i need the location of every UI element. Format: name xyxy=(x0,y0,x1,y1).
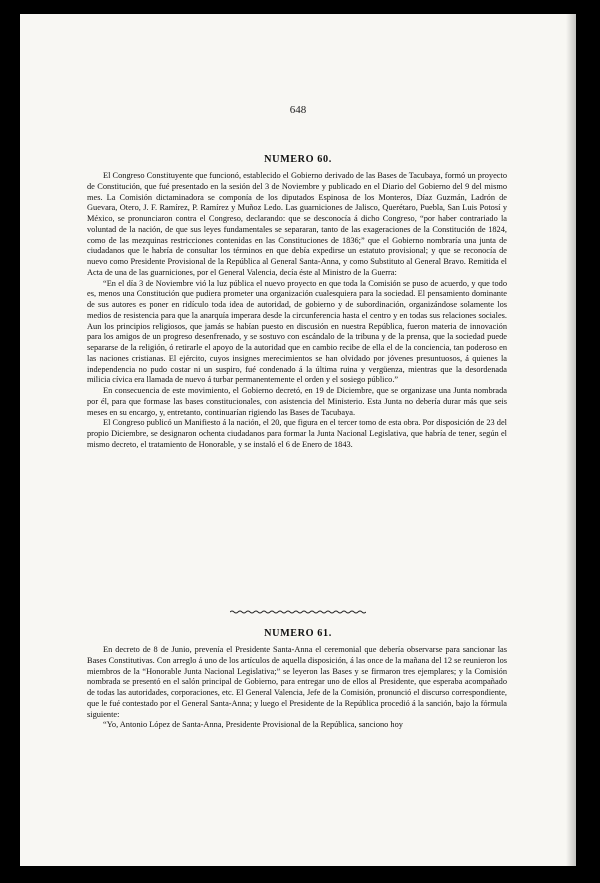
section-61-body xyxy=(87,645,507,731)
paragraph: El Congreso publicó un Manifiesto á la nación, el 20, que figura en el tercer tomo de esta obra. Por disposición de 23 del propio Diciembre, se designaron ochenta ciudadanos para formar la Junta Nacional Legislativa, que habría de tener, según el mismo decreto, el tratamiento de Honorable, y se instaló el 6 de Enero de 1843. xyxy=(87,418,507,449)
quoted-paragraph: “En el día 3 de Noviembre vió la luz pública el nuevo proyecto en que toda la Comisión se puso de acuerdo, y que todo es, menos una Constitución que pudiera prometer una organización cualesquiera para la sociedad. El pensamiento dominante de sus autores es poner en ridículo toda idea de autoridad, de gobierno y de subordinación, organizándose solamente los medios de resistencia para que la anarquía imperara desde la circunferencia hasta el centro y en todas sus relaciones sociales. Aun los principios religiosos, que jamás se habían puesto en discusión en nuestra República, fueron materia de innovación para los amigos de un progreso desenfrenado, y se sostuvo con escándalo de la tribuna y de la prensa, que la sociedad puede separarse de la religión, ó retirarle el apoyo de la autoridad que en cambio recibe de ella el de la conciencia, tan poderoso en las naciones cristianas. El ejército, cuyos insignes merecimientos se han olvidado por jóvenes presuntuosos, á quienes la independencia no pudo costar ni un suspiro, fué condenado á la última ruina y vergüenza, mientras que la desordenada milicia cívica era llamada de nuevo á turbar permanentemente el orden y el sosiego público.” xyxy=(87,278,507,385)
document-page xyxy=(20,14,576,866)
paragraph: En decreto de 8 de Junio, prevenía el Presidente Santa-Anna el ceremonial que debería observarse para sancionar las Bases Constitutivas. Con arreglo á uno de los artículos de aquella disposición, á las once de la mañana del 12 se reunieron los miembros de la “Honorable Junta Nacional Legislativa;” se leyeron las Bases y se firmaron tres ejemplares; y la Comisión nombrada se presentó en el salón principal de Gobierno, para entregar uno de ellos al Presidente, que esperaba acompañado de todas las autoridades, corporaciones, etc. El General Valencia, Jefe de la Comisión, pronunció el discurso correspondiente, que le fué contestado por el General Santa-Anna; y luego el Presidente de la República procedió á la sanción, bajo la fórmula siguiente: xyxy=(87,645,507,719)
paragraph: En consecuencia de este movimiento, el Gobierno decretó, en 19 de Diciembre, que se organizase una Junta nombrada por él, para que formase las bases constitucionales, con asistencia del Ministerio. Esta Junta no debería durar más que seis meses en su encargo, y, entretanto, continuarían rigiendo las Bases de Tacubaya. xyxy=(87,386,507,417)
section-heading-61: NUMERO 61. xyxy=(264,628,332,639)
wavy-divider xyxy=(230,610,366,614)
section-heading-60: NUMERO 60. xyxy=(264,154,332,165)
quoted-paragraph: “Yo, Antonio López de Santa-Anna, Presidente Provisional de la República, sanciono hoy xyxy=(103,720,403,730)
page-number: 648 xyxy=(289,104,307,116)
paragraph: El Congreso Constituyente que funcionó, establecido el Gobierno derivado de las Bases de Tacubaya, formó un proyecto de Constitución, que fué presentado en la sesión del 3 de Noviembre y publicado en el Diario del Gobierno del 9 del mismo mes. La Comisión dictaminadora se componía de los diputados Espinosa de los Monteros, Díaz Guzmán, Ladrón de Guevara, Otero, J. F. Ramírez, P. Ramírez y Muñoz Ledo. Las guarniciones de Jalisco, Querétaro, Puebla, San Luis Potosí y México, se pronunciaron contra el Congreso, declarando: que se desconocía á dicho Congreso, “por haber contrariado la voluntad de la nación, de que sus leyes fundamentales se separaran, tanto de las exageraciones de la Constitución de 1824, como de las mezquinas restricciones contenidas en las Constituciones de 1836;” que el Gobierno nombraría una junta de ciudadanos que le habría de consultar los términos en que debía expedirse un estatuto provisional; y que se reconocía de nuevo como Presidente Provisional de la República al General Santa-Anna, y como Substituto al General Bravo. Remitida el Acta de una de las guarniciones, por el General Valencia, decía éste al Ministro de la Guerra: xyxy=(87,171,507,277)
scan-edge-shadow xyxy=(566,14,576,866)
section-60-body xyxy=(87,171,507,451)
